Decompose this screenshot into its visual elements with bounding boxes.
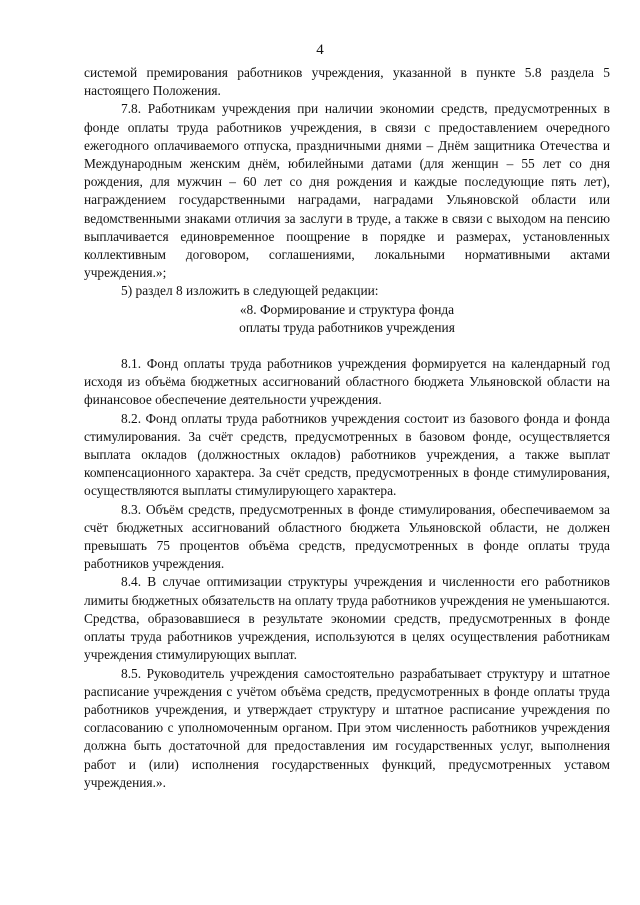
paragraph-section-8-intro: 5) раздел 8 изложить в следующей редакции: [121,283,379,299]
document-body [84,64,610,792]
paragraph-7-8: 7.8. Работникам учреждения при наличии экономии средств, предусмотренных в фонде оплаты труда работников учреждения, в связи с предоставлением очередного ежегодного оплачиваемого отпуска, праздничными днями – Днём защитника Отечества и Международным женским днём, юбилейными датами (для женщин – 55 лет со дня рождения, для мужчин – 60 лет со дня рождения и каждые последующие пять лет), награждением государственными наградами, наградами Ульяновской области или ведомственными знаками отличия за заслуги в труде, а также в связи с выходом на пенсию выплачивается единовременное поощрение в порядке и размерах, установленных коллективным договором, соглашениями, локальными нормативными актами учреждения.»; [84,101,610,281]
section-gap [84,337,610,355]
paragraph-8-1: 8.1. Фонд оплаты труда работников учреждения формируется на календарный год исходя из объёма бюджетных ассигнований областного бюджета Ульяновской области на финансовое обеспечение деятельности учреждения. [84,356,610,408]
paragraph-8-4: 8.4. В случае оптимизации структуры учреждения и численности его работников лимиты бюджетных обязательств на оплату труда работников учреждения не уменьшаются. Средства, образовавшиеся в результате экономии средств, предусмотренных в фонде оплаты труда работников учреждения, используются в целях осуществления работникам учреждения стимулирующих выплат. [84,574,610,663]
paragraph-continuation: системой премирования работников учреждения, указанной в пункте 5.8 раздела 5 настоящего Положения. [84,65,610,99]
page-number: 4 [316,42,324,58]
paragraph-8-2: 8.2. Фонд оплаты труда работников учреждения состоит из базового фонда и фонда стимулирования. За счёт средств, предусмотренных в базовом фонде, осуществляется выплата окладов (должностных окладов) работников учреждения, а также выплат компенсационного характера. За счёт средств, предусмотренных в фонде стимулирования, осуществляются выплаты стимулирующего характера. [84,410,610,499]
section-heading-line-1: «8. Формирование и структура фонда [239,301,455,317]
paragraph-8-3: 8.3. Объём средств, предусмотренных в фонде стимулирования, обеспечиваемом за счёт бюджетных ассигнований областного бюджета Ульяновской области, не должен превышать 75 процентов объёма средств, предусмотренных в фонде оплаты труда работников учреждения. [84,501,610,572]
section-heading-line-2: оплаты труда работников учреждения [239,319,455,335]
paragraph-8-5: 8.5. Руководитель учреждения самостоятельно разрабатывает структуру и штатное расписание учреждения с учётом объёма средств, предусмотренных в фонде оплаты труда работников учреждения, и утверждает структуру и штатное расписание учреждения по согласованию с уполномоченным органом. При этом численность работников учреждения должна быть достаточной для предоставления им государственных услуг, выполнения работ и (или) исполнения государственных функций, предусмотренных уставом учреждения.». [84,665,610,790]
